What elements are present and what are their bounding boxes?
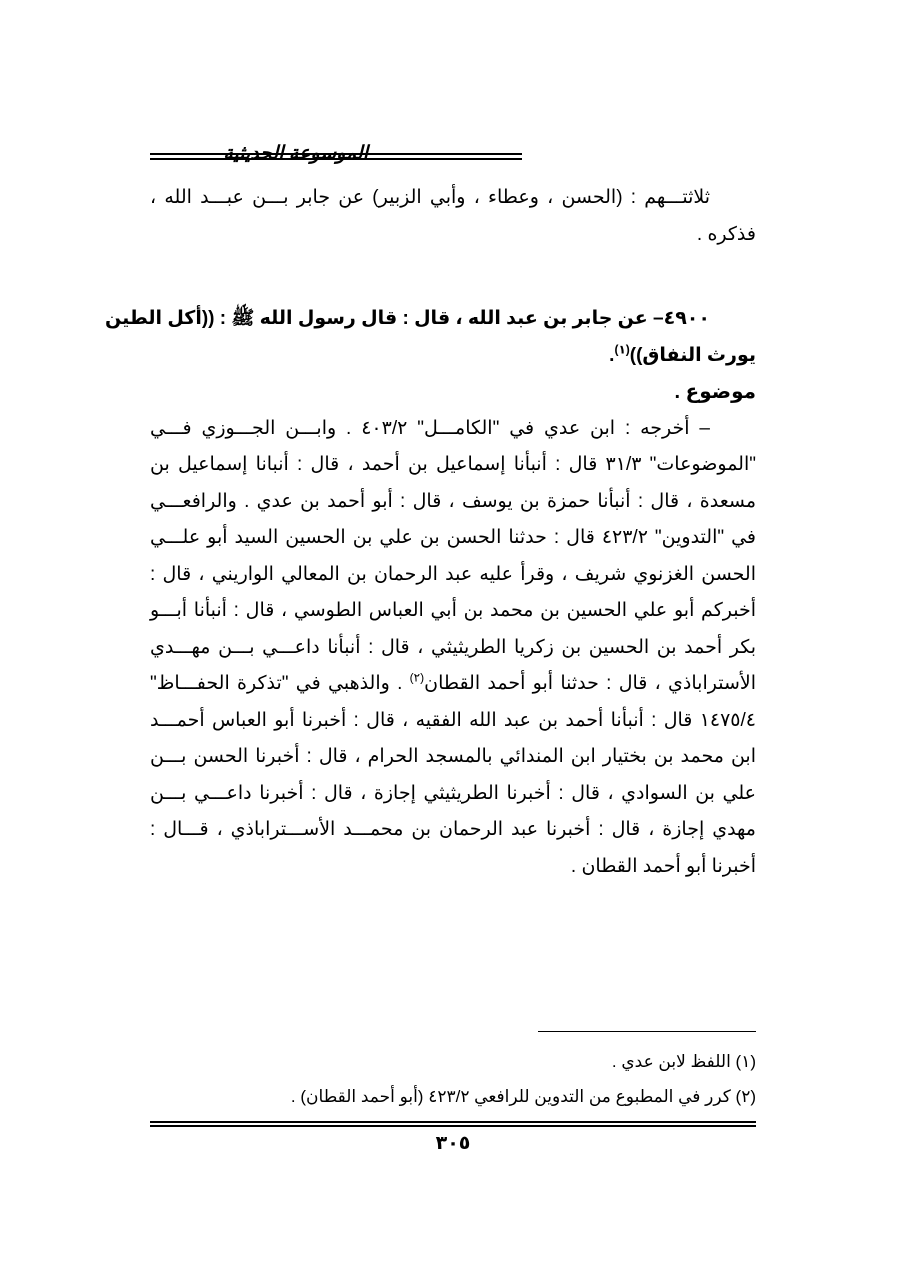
text-line: علي بن السوادي ، قال : أخبرنا الطريثيثي إجازة ، قال : أخبرنا داعـــي بـــن (150, 782, 756, 804)
text-line: ١٤٧٥/٤ قال : أنبأنا أحمد بن عبد الله الفقيه ، قال : أخبرنا أبو العباس أحمـــد (150, 709, 756, 731)
text-line: في "التدوين" ٤٢٣/٢ قال : حدثنا الحسن بن علي بن الحسين السيد أبو علـــي (150, 527, 757, 548)
text-line-with-note (150, 666, 756, 703)
header-rule-left (150, 153, 522, 160)
page-number: ٣٠٥ (435, 1133, 471, 1154)
hadith-text-line (150, 338, 756, 375)
hadith-text: يورث النفاق)) (629, 344, 756, 366)
footnote: (١) اللفظ لابن عدي . (611, 1052, 756, 1071)
header-title: الموسوعة الحديثية (223, 143, 368, 164)
hadith-text-line: ٤٩٠٠– عن جابر بن عبد الله ، قال : قال رسول الله ﷺ : ((أكل الطين (105, 308, 710, 329)
footer-rule (150, 1121, 756, 1127)
hadith-verdict: موضوع . (674, 381, 756, 403)
footnotes (150, 1044, 756, 1114)
book-page (105, 0, 757, 1273)
text-line: أخبرنا أبو أحمد القطان . (570, 855, 756, 877)
text-segment: . والذهبي في "تذكرة الحفـــاظ" (150, 673, 410, 694)
text-line: ابن محمد بن بختيار ابن المندائي بالمسجد الحرام ، قال : أخبرنا الحسن بـــن (150, 746, 756, 767)
text-line: ثلاثتـــهم : (الحسن ، وعطاء ، وأبي الزبير) عن جابر بـــن عبـــد الله ، (150, 187, 710, 208)
text-line: – أخرجه : ابن عدي في "الكامـــل" ٤٠٣/٢ . وابـــن الجـــوزي فـــي (150, 417, 710, 439)
footnote-separator (538, 1031, 756, 1032)
main-text (105, 180, 757, 885)
text-line: مسعدة ، قال : أنبأنا حمزة بن يوسف ، قال : أبو أحمد بن عدي . والرافعـــي (150, 490, 756, 512)
text-line: الحسن الغزنوي شريف ، وقرأ عليه عبد الرحمان بن المعالي الواريني ، قال : (150, 563, 756, 585)
running-header (150, 142, 756, 168)
footnote-marker: (١) (614, 342, 630, 357)
text-line: بكر أحمد بن الحسين بن زكريا الطريثيثي ، قال : أنبأنا داعـــي بـــن مهـــدي (150, 636, 756, 658)
text-line: أخبركم أبو علي الحسين بن محمد بن أبي العباس الطوسي ، قال : أنبأنا أبـــو (150, 600, 756, 621)
footnote-marker: (٢) (409, 670, 425, 685)
text-line: "الموضوعات" ٣١/٣ قال : أنبأنا إسماعيل بن أحمد ، قال : أنبانا إسماعيل بن (150, 454, 756, 475)
spacer (150, 253, 756, 301)
text-line: مهدي إجازة ، قال : أخبرنا عبد الرحمان بن محمـــد الأســـتراباذي ، قـــال : (150, 819, 756, 840)
footnote: (٢) كرر في المطبوع من التدوين للرافعي ٤٢٣/٢ (أبو أحمد القطان) . (290, 1087, 756, 1106)
hadith-end: . (609, 344, 615, 366)
text-line: فذكره . (696, 223, 756, 245)
text-segment: الأستراباذي ، قال : حدثنا أبو أحمد القطان (424, 673, 756, 694)
